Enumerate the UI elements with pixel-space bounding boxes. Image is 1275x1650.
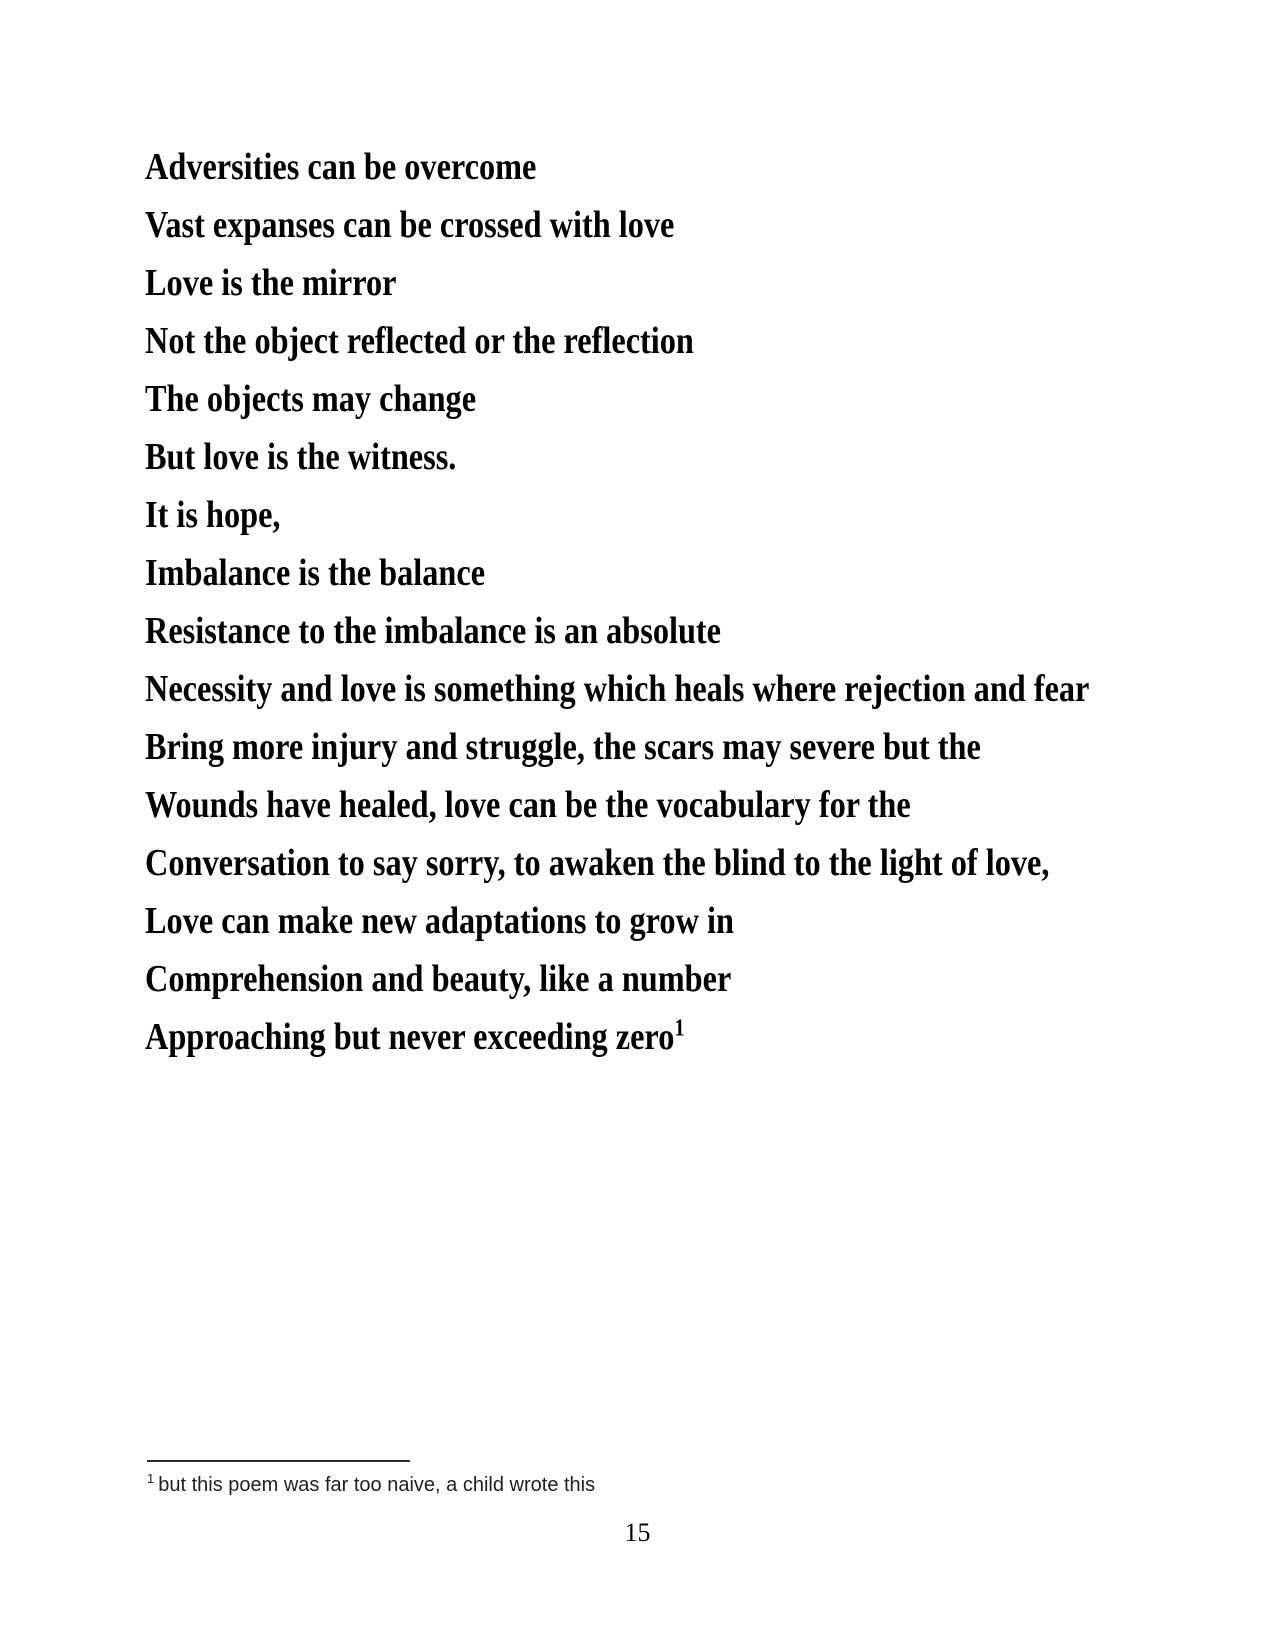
poem-line: But love is the witness. bbox=[145, 436, 457, 478]
poem-line: Love can make new adaptations to grow in bbox=[145, 900, 734, 942]
poem-line: Necessity and love is something which heals where rejection and fear bbox=[145, 668, 1090, 710]
poem-line: Resistance to the imbalance is an absolute bbox=[145, 610, 722, 652]
poem bbox=[145, 138, 1089, 1066]
poem-line-with-footnote bbox=[145, 1008, 1089, 1066]
footnote-text: but this poem was far too naive, a child wrote this bbox=[158, 1474, 596, 1496]
poem-line: Bring more injury and struggle, the scars may severe but the bbox=[145, 726, 981, 768]
poem-line: Imbalance is the balance bbox=[145, 552, 486, 594]
poem-line: Comprehension and beauty, like a number bbox=[145, 958, 732, 1000]
poem-line: Vast expanses can be crossed with love bbox=[145, 204, 675, 246]
poem-line: Love is the mirror bbox=[145, 262, 397, 304]
poem-line: Adversities can be overcome bbox=[145, 146, 537, 188]
poem-line-text: Approaching but never exceeding zero bbox=[145, 1016, 675, 1058]
footnote-separator bbox=[147, 1460, 410, 1462]
footnote-marker: 1 bbox=[147, 1471, 155, 1487]
poem-line: Not the object reflected or the reflection bbox=[145, 320, 694, 362]
poem-line: Conversation to say sorry, to awaken the blind to the light of love, bbox=[145, 842, 1050, 884]
poem-line: It is hope, bbox=[145, 494, 281, 536]
poem-line: Wounds have healed, love can be the vocabulary for the bbox=[145, 784, 911, 826]
page-number: 15 bbox=[624, 1518, 651, 1547]
footnote bbox=[147, 1472, 595, 1498]
poem-line: The objects may change bbox=[145, 378, 477, 420]
footnote-reference: 1 bbox=[674, 1015, 685, 1042]
